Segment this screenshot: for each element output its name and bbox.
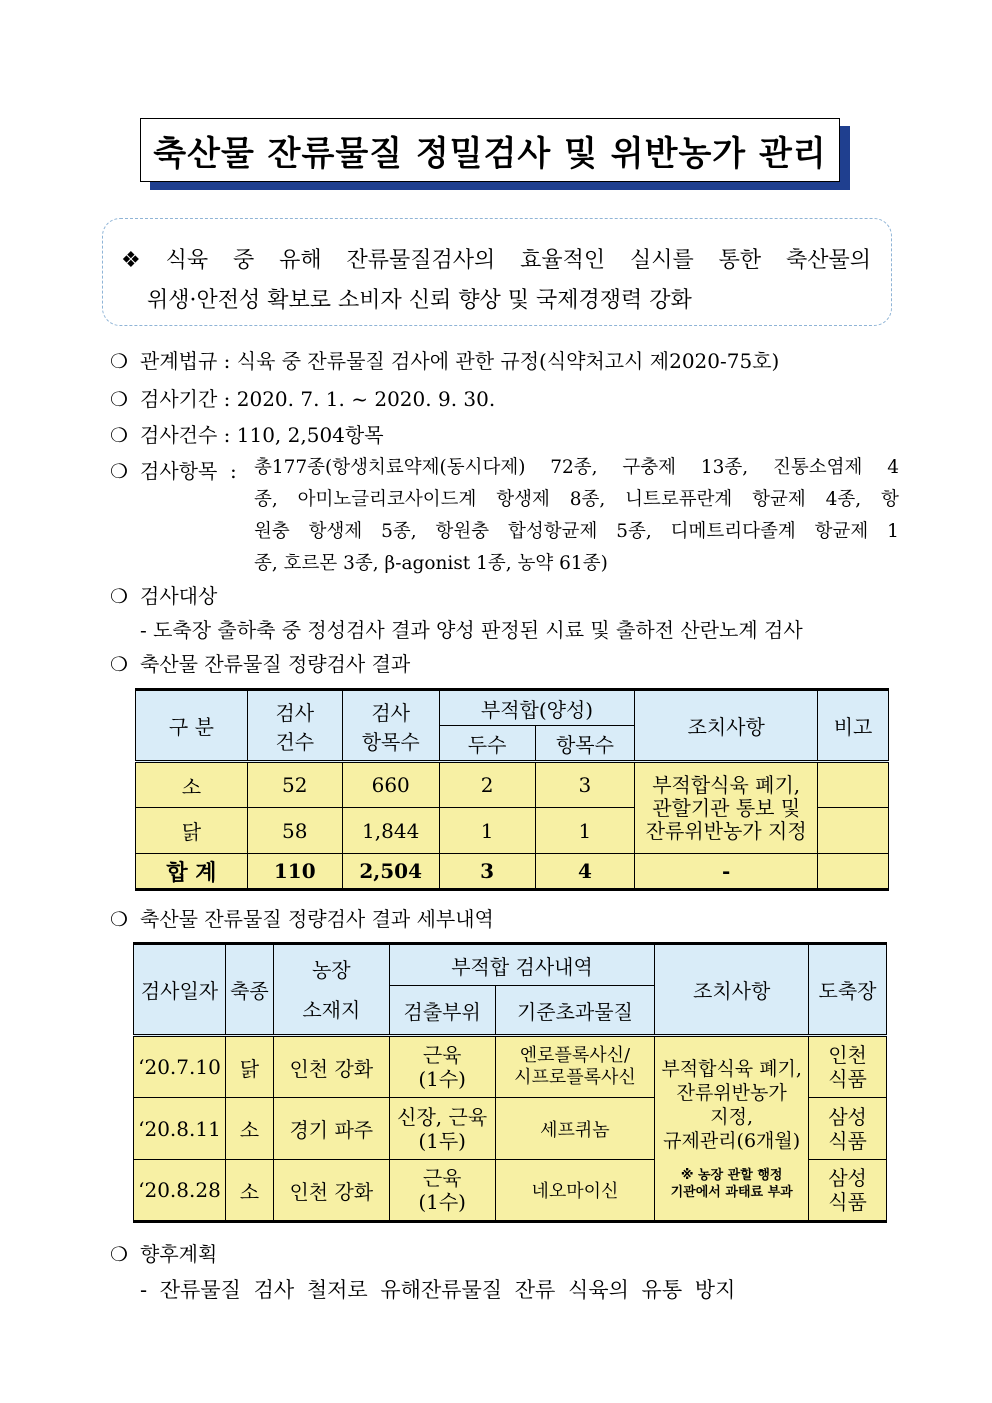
items-word: 항 — [881, 489, 899, 510]
cell-fail-items: 1 — [535, 808, 635, 854]
items-label: 검사항목 — [140, 459, 218, 483]
cell-part: 신장, 근육 (1두) — [389, 1098, 495, 1160]
items-line — [254, 484, 899, 516]
total-fail-items: 4 — [535, 854, 635, 890]
cell-cases: 52 — [247, 762, 342, 808]
items-word: 니트로퓨란계 — [625, 489, 733, 510]
cell-date: ‘20.8.11 — [134, 1098, 226, 1160]
header-action: 조치사항 — [635, 690, 818, 762]
items-word: 구충제 — [622, 457, 677, 478]
summary-word: 축산물의 — [785, 248, 871, 273]
header-action: 조치사항 — [655, 944, 809, 1036]
detail-title-row — [110, 903, 494, 932]
cell-part: 근육 (1수) — [389, 1160, 495, 1222]
header-items: 검사 항목수 — [342, 690, 439, 762]
items-word: 종, 호르몬 3종, β-agonist 1종, 농약 61종) — [254, 553, 608, 574]
items-word: 항균제 — [814, 521, 869, 542]
summary-word: 통한 — [718, 248, 762, 273]
period-row — [110, 383, 495, 412]
summary-word: 식육 — [165, 248, 209, 273]
law-row — [110, 345, 779, 374]
cell-category: 소 — [136, 762, 248, 808]
header-date: 검사일자 — [134, 944, 226, 1036]
circle-bullet-icon: ❍ — [110, 387, 128, 411]
cell-action: 부적합식육 폐기, 관할기관 통보 및 잔류위반농가 지정 — [635, 762, 818, 854]
cell-date: ‘20.7.10 — [134, 1036, 226, 1098]
summary-word: 실시를 — [629, 248, 694, 273]
items-line — [254, 548, 899, 580]
items-word: 72종, — [550, 457, 598, 478]
circle-bullet-icon: ❍ — [110, 652, 128, 676]
page-title: 축산물 잔류물질 정밀검사 및 위반농가 관리 — [140, 118, 840, 182]
plan-row — [110, 1238, 217, 1267]
period-label: 검사기간 — [140, 387, 218, 411]
items-line — [254, 516, 899, 548]
action-note: ※ 농장 관할 행정 기관에서 과태료 부과 — [670, 1167, 793, 1200]
items-word: 아미노글리코사이드계 — [297, 489, 477, 510]
items-word: 1 — [887, 521, 899, 542]
cell-slaughter: 삼성 식품 — [809, 1098, 887, 1160]
cell-heads: 2 — [439, 762, 535, 808]
detail-title: 축산물 잔류물질 정량검사 결과 세부내역 — [140, 907, 494, 931]
total-cases: 110 — [247, 854, 342, 890]
cell-farm: 인천 강화 — [273, 1160, 389, 1222]
target-row — [110, 580, 217, 609]
law-label: 관계법규 — [140, 349, 218, 373]
plan-detail: - 잔류물질 검사 철저로 유해잔류물질 잔류 식육의 유통 방지 — [140, 1278, 736, 1302]
cell-cases: 58 — [247, 808, 342, 854]
table-row — [136, 762, 889, 808]
items-word: 항균제 — [752, 489, 806, 510]
cell-slaughter: 인천 식품 — [809, 1036, 887, 1098]
target-label: 검사대상 — [140, 584, 218, 608]
items-word: 진통소염제 — [773, 457, 863, 478]
total-category: 합 계 — [136, 854, 248, 890]
circle-bullet-icon: ❍ — [110, 907, 128, 931]
items-body — [254, 452, 899, 580]
summary-box — [102, 218, 892, 326]
cell-fail-items: 3 — [535, 762, 635, 808]
cell-farm: 인천 강화 — [273, 1036, 389, 1098]
items-sep: : — [230, 459, 237, 483]
circle-bullet-icon: ❍ — [110, 459, 128, 483]
cell-note — [818, 808, 889, 854]
items-word: 13종, — [700, 457, 749, 478]
items-row — [110, 455, 237, 484]
total-row — [136, 854, 889, 890]
count-sep: : — [223, 423, 231, 447]
period-sep: : — [223, 387, 231, 411]
cell-note — [818, 762, 889, 808]
cell-species: 닭 — [225, 1036, 273, 1098]
diamond-bullet-icon: ❖ — [121, 248, 141, 273]
total-action: - — [635, 854, 818, 890]
period-value: 2020. 7. 1. ~ 2020. 9. 30. — [236, 387, 496, 411]
header-substance: 기준초과물질 — [495, 986, 655, 1036]
header-heads: 두수 — [439, 726, 535, 762]
law-value: 식육 중 잔류물질 검사에 관한 규정(식약처고시 제2020-75호) — [236, 349, 780, 373]
header-note: 비고 — [818, 690, 889, 762]
total-items: 2,504 — [342, 854, 439, 890]
detail-table — [133, 942, 887, 1223]
header-slaughter: 도축장 — [809, 944, 887, 1036]
header-species: 축종 — [225, 944, 273, 1036]
cell-category: 닭 — [136, 808, 248, 854]
table-row — [134, 1036, 887, 1098]
header-part: 검출부위 — [389, 986, 495, 1036]
items-word: 종, — [254, 489, 278, 510]
law-sep: : — [223, 349, 231, 373]
total-heads: 3 — [439, 854, 535, 890]
cell-part: 근육 (1수) — [389, 1036, 495, 1098]
items-word: 4 — [887, 457, 899, 478]
summary-word: 잔류물질검사의 — [346, 248, 496, 273]
header-fail-items: 항목수 — [535, 726, 635, 762]
header-cases: 검사 건수 — [247, 690, 342, 762]
cell-substance: 네오마이신 — [495, 1160, 655, 1222]
items-line — [254, 452, 899, 484]
items-word: 항생제 — [496, 489, 550, 510]
circle-bullet-icon: ❍ — [110, 1242, 128, 1266]
items-word: 8종, — [569, 489, 606, 510]
cell-items: 660 — [342, 762, 439, 808]
target-detail: - 도축장 출하축 중 정성검사 결과 양성 판정된 시료 및 출하전 산란노계 검사 — [140, 618, 803, 642]
items-word: 디메트리다졸계 — [670, 521, 796, 542]
header-farm: 농장 소재지 — [273, 944, 389, 1036]
cell-action: 부적합식육 폐기, 잔류위반농가 지정, 규제관리(6개월) ※ 농장 관할 행정 기관에서 과태료 부과 — [655, 1036, 809, 1222]
cell-substance: 엔로플록사신/ 시프로플록사신 — [495, 1036, 655, 1098]
items-word: 합성항균제 — [508, 521, 598, 542]
count-value: 110, 2,504항목 — [236, 423, 384, 447]
result-table — [135, 688, 889, 891]
header-fail: 부적합(양성) — [439, 690, 635, 726]
header-fail-detail: 부적합 검사내역 — [389, 944, 655, 986]
cell-heads: 1 — [439, 808, 535, 854]
cell-farm: 경기 파주 — [273, 1098, 389, 1160]
cell-species: 소 — [225, 1160, 273, 1222]
plan-label: 향후계획 — [140, 1242, 218, 1266]
items-word: 5종, — [381, 521, 417, 542]
items-word: 원충 — [254, 521, 290, 542]
items-word: 4종, — [825, 489, 862, 510]
circle-bullet-icon: ❍ — [110, 584, 128, 608]
count-label: 검사건수 — [140, 423, 218, 447]
cell-substance: 세프퀴놈 — [495, 1098, 655, 1160]
total-note — [818, 854, 889, 890]
summary-line-2: 위생·안전성 확보로 소비자 신뢰 향상 및 국제경쟁력 강화 — [147, 288, 692, 313]
summary-line-1 — [121, 241, 871, 281]
items-word: 항생제 — [308, 521, 363, 542]
header-category: 구 분 — [136, 690, 248, 762]
result-title-row — [110, 648, 410, 677]
summary-word: 중 — [232, 248, 255, 273]
result-title: 축산물 잔류물질 정량검사 결과 — [140, 652, 411, 676]
count-row — [110, 419, 384, 448]
items-word: 5종, — [616, 521, 652, 542]
cell-date: ‘20.8.28 — [134, 1160, 226, 1222]
items-word: 항원충 — [435, 521, 490, 542]
circle-bullet-icon: ❍ — [110, 423, 128, 447]
items-word: 총177종(항생치료약제(동시다제) — [254, 457, 526, 478]
summary-word: 유해 — [279, 248, 322, 273]
cell-items: 1,844 — [342, 808, 439, 854]
cell-slaughter: 삼성 식품 — [809, 1160, 887, 1222]
title-block — [140, 118, 848, 190]
cell-species: 소 — [225, 1098, 273, 1160]
circle-bullet-icon: ❍ — [110, 349, 128, 373]
summary-word: 효율적인 — [520, 248, 606, 273]
